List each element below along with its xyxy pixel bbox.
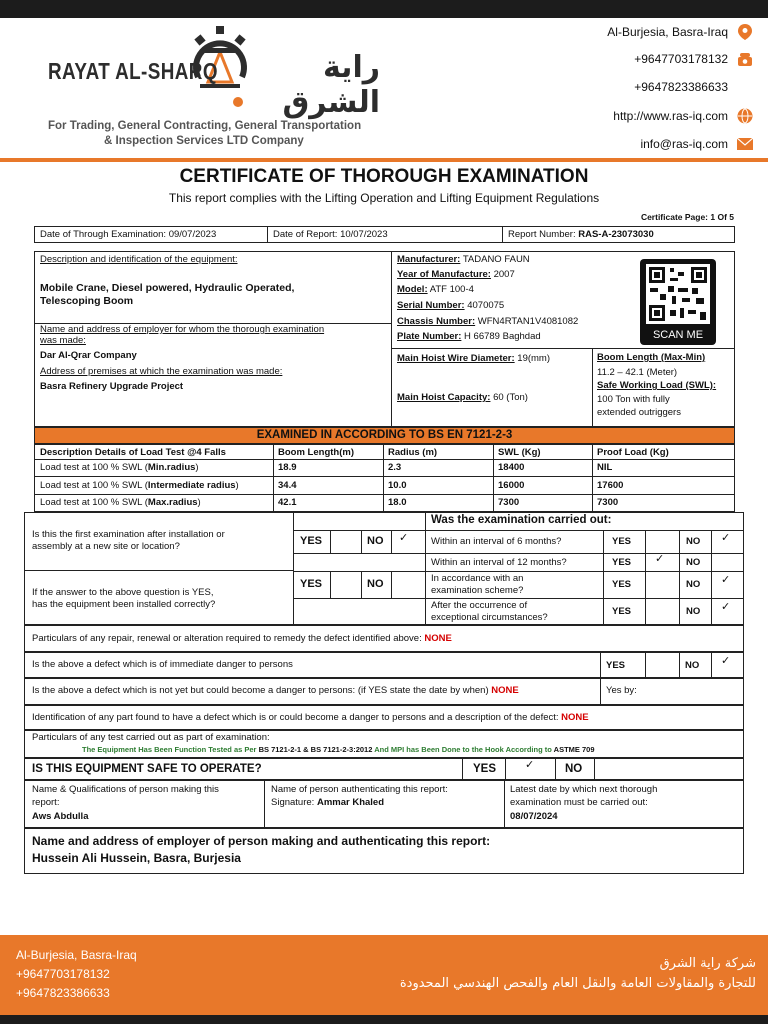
equipment-desc-line1: Mobile Crane, Diesel powered, Hydraulic Operated, xyxy=(40,282,295,294)
footer-phone-2[interactable]: +9647823386633 xyxy=(16,986,110,1000)
manufacturer-field: Manufacturer: TADANO FAUN xyxy=(397,254,530,265)
phone-2-text[interactable]: +9647823386633 xyxy=(634,80,728,94)
occur-yes-option[interactable]: YES xyxy=(612,606,632,617)
immediate-danger-text: Is the above a defect which is of immediate danger to persons xyxy=(32,659,293,670)
exam-date: Date of Through Examination: 09/07/2023 xyxy=(40,229,217,240)
model-field: Model: ATF 100-4 xyxy=(397,284,474,295)
location-pin-icon xyxy=(736,23,754,41)
load-test-banner xyxy=(34,427,735,444)
qr-scan-label: SCAN ME xyxy=(652,329,704,341)
q-installed-1: If the answer to the above question is YES, xyxy=(32,587,214,598)
contact-address xyxy=(524,22,754,42)
logo-text-en: RAYAT AL-SHARQ xyxy=(48,58,218,84)
col-header-swl: SWL (Kg) xyxy=(498,447,541,458)
i12-yes-tick-icon: ✓ xyxy=(655,553,665,565)
interval-12-months: Within an interval of 12 months? xyxy=(431,557,567,568)
plate-field: Plate Number: H 66789 Baghdad xyxy=(397,331,541,342)
occurrence-2: exceptional circumstances? xyxy=(431,612,548,623)
boom-length-value: 11.2 – 42.1 (Meter) xyxy=(597,367,678,378)
i6-yes-option[interactable]: YES xyxy=(612,536,632,547)
q1-yes-option[interactable]: YES xyxy=(300,535,323,547)
occur-no-option[interactable]: NO xyxy=(686,606,701,617)
next-exam-date: 08/07/2024 xyxy=(510,811,558,822)
chassis-field: Chassis Number: WFN4RTAN1V4081082 xyxy=(397,316,579,327)
address-text: Al-Burjesia, Basra-Iraq xyxy=(607,25,728,39)
i6-no-tick-icon: ✓ xyxy=(721,532,731,544)
carried-out-heading: Was the examination carried out: xyxy=(431,514,612,526)
col-header-description: Description Details of Load Test @4 Falls xyxy=(40,447,226,458)
certificate-page-number: Certificate Page: 1 Of 5 xyxy=(640,212,734,222)
repair-text: Particulars of any repair, renewal or alteration required to remedy the defect identified above: NONE xyxy=(32,633,452,644)
premises-value: Basra Refinery Upgrade Project xyxy=(40,381,184,392)
footer-phone-1[interactable]: +9647703178132 xyxy=(16,967,110,981)
employer-value: Dar Al-Qrar Company xyxy=(40,350,137,361)
email-link[interactable]: info@ras-iq.com xyxy=(640,137,728,151)
maker-value: Aws Abdulla xyxy=(32,811,89,822)
boom-length-label: Boom Length (Max-Min) xyxy=(597,352,706,363)
year-field: Year of Manufacture: 2007 xyxy=(397,269,515,280)
footer-address: Al-Burjesia, Basra-Iraq xyxy=(16,948,137,962)
hoist-wire-field: Main Hoist Wire Diameter: 19(mm) xyxy=(397,353,551,364)
next-exam-label-1: Latest date by which next thorough xyxy=(510,784,658,795)
q-first-exam-1: Is this the first examination after installation or xyxy=(32,529,225,540)
globe-icon xyxy=(736,107,754,125)
website-link[interactable]: http://www.ras-iq.com xyxy=(613,109,728,123)
logo-text-ar: راية الشرق xyxy=(282,50,380,120)
employer-label-1: Name and address of employer for whom the thorough examination xyxy=(40,324,325,335)
yes-by-label: Yes by: xyxy=(606,685,637,696)
safe-yes-option[interactable]: YES xyxy=(473,763,497,775)
safe-yes-tick-icon: ✓ xyxy=(525,759,535,771)
future-danger-text: Is the above a defect which is not yet but could become a danger to persons: (if YES state the date by when) NONE xyxy=(32,685,519,696)
i12-no-option[interactable]: NO xyxy=(686,557,701,568)
immediate-yes-option[interactable]: YES xyxy=(606,660,626,671)
tests-label: Particulars of any test carried out as part of examination: xyxy=(32,732,270,743)
q-installed-2: has the equipment been installed correctly? xyxy=(32,599,216,610)
interval-6-months: Within an interval of 6 months? xyxy=(431,536,562,547)
col-header-radius: Radius (m) xyxy=(388,447,438,458)
report-number: Report Number: RAS-A-23073030 xyxy=(508,229,654,240)
occurrence-1: After the occurrence of xyxy=(431,600,528,611)
contact-phone-1[interactable] xyxy=(524,49,754,69)
footer-contact xyxy=(16,946,137,1003)
scheme-yes-option[interactable]: YES xyxy=(612,579,632,590)
immediate-no-option[interactable]: NO xyxy=(685,660,700,671)
hoist-capacity-field: Main Hoist Capacity: 60 (Ton) xyxy=(397,392,528,403)
footer-arabic xyxy=(400,954,756,994)
contact-website[interactable] xyxy=(524,106,754,126)
maker-label-1: Name & Qualifications of person making this xyxy=(32,784,219,795)
i6-no-option[interactable]: NO xyxy=(686,536,701,547)
swl-label: Safe Working Load (SWL): xyxy=(597,380,717,391)
qr-code[interactable] xyxy=(640,259,716,345)
serial-field: Serial Number: 4070075 xyxy=(397,300,505,311)
swl-value-1: 100 Ton with fully xyxy=(597,394,670,405)
phone-1-text[interactable]: +9647703178132 xyxy=(634,52,728,66)
col-header-boom: Boom Length(m) xyxy=(278,447,354,458)
maker-label-2: report: xyxy=(32,797,60,808)
header-divider xyxy=(0,158,768,162)
auth-label: Name of person authenticating this report: xyxy=(271,784,448,795)
immediate-no-tick-icon: ✓ xyxy=(721,655,731,667)
logo-tagline-2: & Inspection Services LTD Company xyxy=(104,135,304,147)
occur-no-tick-icon: ✓ xyxy=(721,601,731,613)
contact-phone-2[interactable] xyxy=(524,77,754,97)
auth-signature: Signature: Ammar Khaled xyxy=(271,797,385,808)
footer-arabic-line-2: للتجارة والمقاولات العامة والنقل العام والفحص الهندسي المحدودة xyxy=(399,976,756,991)
safe-question: IS THIS EQUIPMENT SAFE TO OPERATE? xyxy=(32,763,262,775)
safe-no-option[interactable]: NO xyxy=(565,763,583,775)
certificate-title: CERTIFICATE OF THOROUGH EXAMINATION xyxy=(179,166,589,187)
top-bar xyxy=(0,0,768,18)
footer-bottom-bar xyxy=(0,1015,768,1024)
q1-no-option[interactable]: NO xyxy=(367,535,384,547)
employer-label-2: was made: xyxy=(40,335,86,346)
logo-tagline-1: For Trading, General Contracting, General Transportation xyxy=(48,120,362,132)
identification-text: Identification of any part found to have a defect which is or could become a danger to persons and a description of the defect: NONE xyxy=(32,712,589,723)
load-test-banner-text: EXAMINED IN ACCORDING TO BS EN 7121-2-3 xyxy=(256,429,513,441)
telephone-icon xyxy=(736,50,754,68)
employer-auth-label: Name and address of employer of person making and authenticating this report: xyxy=(32,834,491,848)
employer-auth-value: Hussein Ali Hussein, Basra, Burjesia xyxy=(32,851,241,865)
next-exam-label-2: examination must be carried out: xyxy=(510,797,648,808)
equipment-desc-label: Description and identification of the equipment: xyxy=(40,254,238,265)
col-header-proof: Proof Load (Kg) xyxy=(597,447,669,458)
swl-value-2: extended outriggers xyxy=(597,407,681,418)
contact-email[interactable] xyxy=(524,134,754,154)
envelope-icon xyxy=(736,135,754,153)
footer-arabic-line-1: شركة راية الشرق xyxy=(659,956,756,971)
report-date: Date of Report: 10/07/2023 xyxy=(273,229,388,240)
scheme-no-tick-icon: ✓ xyxy=(721,574,731,586)
i12-yes-option[interactable]: YES xyxy=(612,557,632,568)
q1-no-tick-icon: ✓ xyxy=(399,532,409,544)
company-logo xyxy=(40,22,380,152)
q2-no-option[interactable]: NO xyxy=(367,578,384,590)
scheme-no-option[interactable]: NO xyxy=(686,579,701,590)
scheme-2: examination scheme? xyxy=(431,585,524,596)
tests-text: The Equipment Has Been Function Tested as Per BS 7121-2-1 & BS 7121-2-3:2012 And MPI has Been Done to the Hook According to ASTME 709 xyxy=(82,745,595,754)
q2-yes-option[interactable]: YES xyxy=(300,578,323,590)
premises-label: Address of premises at which the examination was made: xyxy=(40,366,283,377)
qr-code-icon xyxy=(646,264,710,324)
certificate-subtitle: This report complies with the Lifting Operation and Lifting Equipment Regulations xyxy=(168,191,600,205)
equipment-desc-line2: Telescoping Boom xyxy=(40,295,134,307)
q-first-exam-2: assembly at a new site or location? xyxy=(32,541,180,552)
scheme-1: In accordance with an xyxy=(431,573,524,584)
